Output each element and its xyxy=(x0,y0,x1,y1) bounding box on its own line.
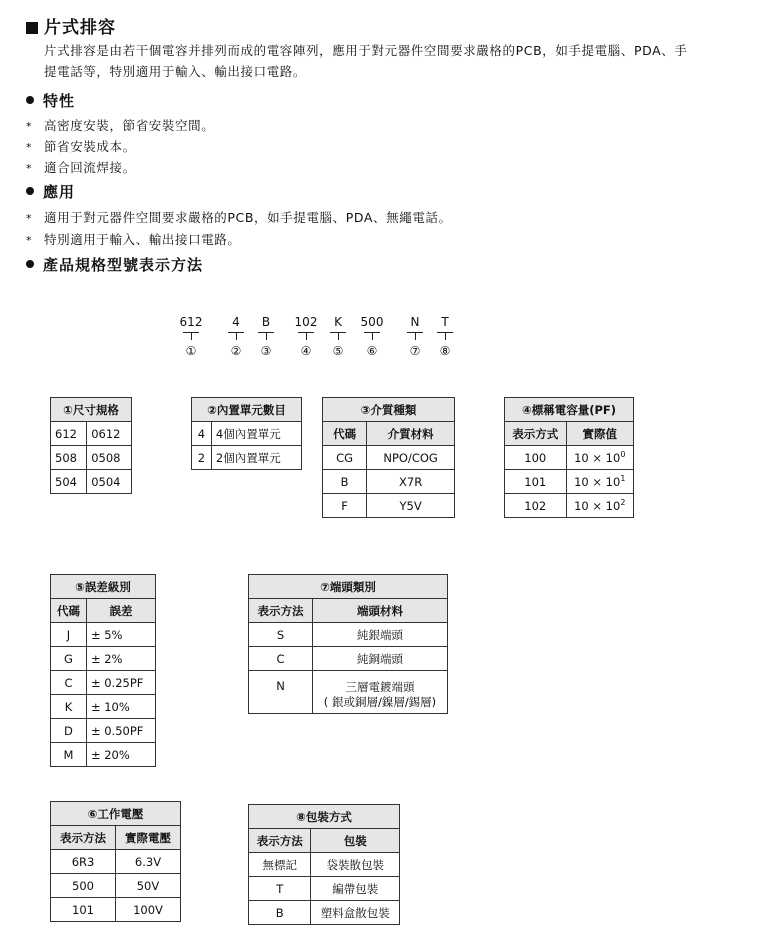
table-title: ①尺寸規格 xyxy=(51,398,132,422)
marker-3: ③ xyxy=(260,344,272,358)
square-bullet-icon xyxy=(26,22,38,34)
code-part-dielectric: B xyxy=(261,315,271,329)
code-part-capacitance: 102 xyxy=(294,315,318,329)
code-part-size: 612 xyxy=(179,315,203,329)
table-row: B X7R xyxy=(323,470,455,494)
table-row: S 純銀端頭 xyxy=(249,623,448,647)
table-row: D ± 0.50PF xyxy=(51,719,156,743)
table-row: C 純銅端頭 xyxy=(249,647,448,671)
table-title: ⑤誤差級別 xyxy=(51,575,156,599)
application-item: * 適用于對元器件空間要求嚴格的PCB，如手提電腦、PDA、無繩電話。 xyxy=(26,210,452,225)
dielectric-table: ③介質種類 代碼 介質材料 CG NPO/COG B X7R F Y5V xyxy=(322,397,455,518)
table-row: M ± 20% xyxy=(51,743,156,767)
marker-5: ⑤ xyxy=(332,344,344,358)
asterisk-icon: * xyxy=(26,212,33,225)
table-row: 100 $10 \times 10^0$ xyxy=(505,446,634,470)
table-row: T 編帶包裝 xyxy=(249,877,400,901)
table-row: 4 4個內置單元 xyxy=(192,422,302,446)
table-row: J ± 5% xyxy=(51,623,156,647)
code-part-terminal: N xyxy=(410,315,420,329)
size-table xyxy=(50,397,132,494)
table-title: ②內置單元數目 xyxy=(192,398,302,422)
packing-table: ⑧包裝方式 表示方法 包裝 無標記 袋裝散包裝 T 編帶包裝 B 塑料盒散包裝 xyxy=(248,804,400,925)
asterisk-icon: * xyxy=(26,234,33,247)
table-title: ⑥工作電壓 xyxy=(51,802,181,826)
table-row: 101 $10 \times 10^1$ xyxy=(505,470,634,494)
bullet-icon xyxy=(26,260,34,268)
intro-paragraph: 片式排容是由若干個電容并排列而成的電容陣列，應用于對元器件空間要求嚴格的PCB，如手提電腦、PDA、手 提電話等，特別適用于輸入、輸出接口電路。 xyxy=(44,43,688,79)
table-row: 500 50V xyxy=(51,874,181,898)
table-row: B 塑料盒散包裝 xyxy=(249,901,400,925)
table-row: 2 2個內置單元 xyxy=(192,446,302,470)
feature-item: * 節省安裝成本。 xyxy=(26,139,136,154)
table-title: ④標稱電容量(PF) xyxy=(505,398,634,422)
application-item: * 特別適用于輸入、輸出接口電路。 xyxy=(26,232,241,247)
code-part-voltage: 500 xyxy=(360,315,384,329)
table-row: F Y5V xyxy=(323,494,455,518)
table-row: 612 0612 xyxy=(51,422,132,446)
features-heading: 特性 xyxy=(26,90,75,111)
capacitance-table: ④標稱電容量(PF) 表示方式 實際值 100 $10 \times 10^0$ 101 $10 \times 10^1$ 102 $10 \times 10^2$ xyxy=(504,397,634,518)
terminal-table: ⑦端頭類別 表示方法 端頭材料 S 純銀端頭 C 純銅端頭 N 三層電鍍端頭 ( 銀或銅層/鎳層/錫層) xyxy=(248,574,448,714)
bullet-icon xyxy=(26,187,34,195)
asterisk-icon: * xyxy=(26,162,33,175)
marker-6: ⑥ xyxy=(366,344,378,358)
page-title: 片式排容 xyxy=(26,13,116,38)
asterisk-icon: * xyxy=(26,141,33,154)
table-title: ⑧包裝方式 xyxy=(249,805,400,829)
tolerance-table: ⑤誤差級別 代碼 誤差 J ± 5% G ± 2% C ± 0.25PF K ± 10% D ± 0.50PF M ± 20% xyxy=(50,574,156,767)
code-part-units: 4 xyxy=(232,315,240,329)
table-row: CG NPO/COG xyxy=(323,446,455,470)
table-row: 101 100V xyxy=(51,898,181,922)
feature-item: * 高密度安裝，節省安裝空間。 xyxy=(26,118,215,133)
marker-2: ② xyxy=(230,344,242,358)
table-row: 6R3 6.3V xyxy=(51,850,181,874)
table-title: ⑦端頭類別 xyxy=(249,575,448,599)
voltage-table: ⑥工作電壓 表示方法 實際電壓 6R3 6.3V 500 50V 101 100V xyxy=(50,801,181,922)
table-title: ③介質種類 xyxy=(323,398,455,422)
units-table xyxy=(191,397,302,470)
code-part-tolerance: K xyxy=(334,315,342,329)
table-row: N 三層電鍍端頭 ( 銀或銅層/鎳層/錫層) xyxy=(249,671,448,714)
applications-heading: 應用 xyxy=(26,181,75,202)
table-row: 508 0508 xyxy=(51,446,132,470)
asterisk-icon: * xyxy=(26,120,33,133)
code-part-packing: T xyxy=(441,315,449,329)
bullet-icon xyxy=(26,96,34,104)
table-row: 無標記 袋裝散包裝 xyxy=(249,853,400,877)
naming-heading: 產品規格型號表示方法 xyxy=(26,254,203,275)
table-row: G ± 2% xyxy=(51,647,156,671)
feature-item: * 適合回流焊接。 xyxy=(26,160,136,175)
table-row: K ± 10% xyxy=(51,695,156,719)
marker-7: ⑦ xyxy=(409,344,421,358)
marker-8: ⑧ xyxy=(439,344,451,358)
table-row: 102 $10 \times 10^2$ xyxy=(505,494,634,518)
table-row: C ± 0.25PF xyxy=(51,671,156,695)
marker-4: ④ xyxy=(300,344,312,358)
marker-1: ① xyxy=(185,344,197,358)
table-row: 504 0504 xyxy=(51,470,132,494)
